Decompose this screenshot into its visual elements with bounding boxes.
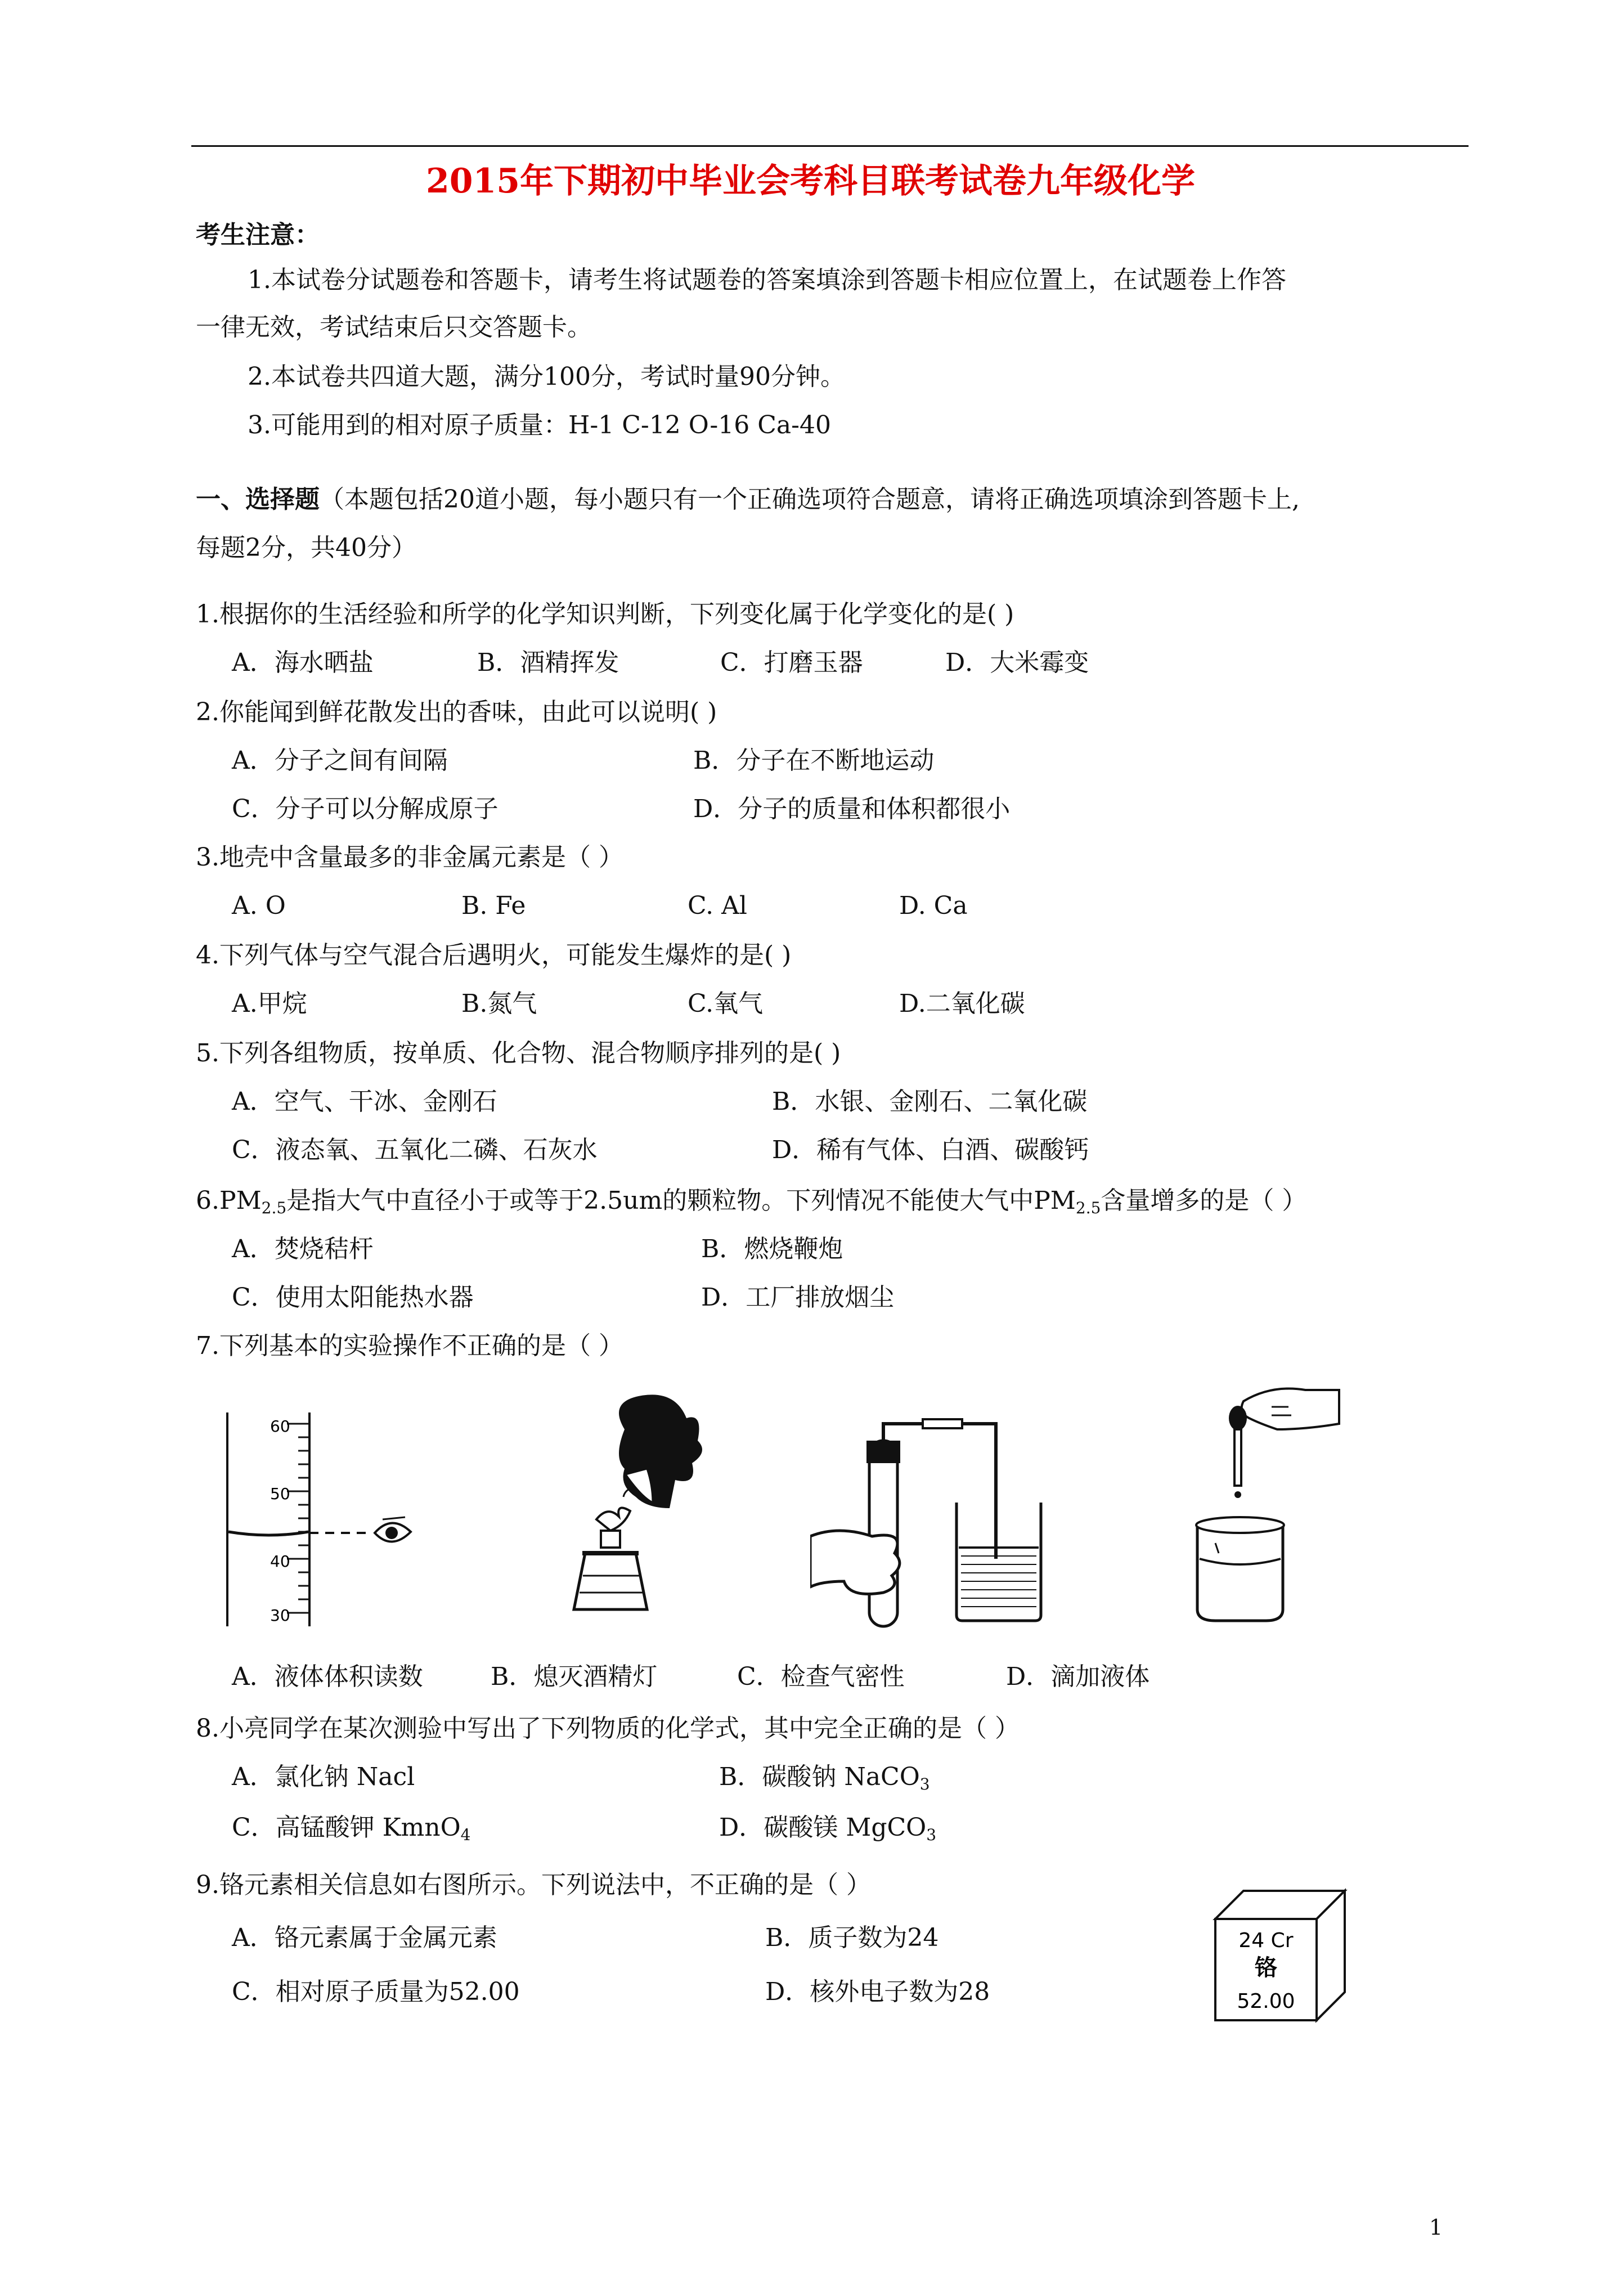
notice-heading: 考生注意： [196,221,320,249]
question-8-stem: 8.小亮同学在某次测验中写出了下列物质的化学式，其中完全正确的是（ ） [196,1714,1020,1743]
q6-subscript-2: 2.5 [1075,1199,1101,1217]
section-1-heading: 一、选择题 [196,485,320,514]
q1-option-c: C．打磨玉器 [720,648,863,677]
top-rule [191,145,1469,147]
q9-option-a: A．铬元素属于金属元素 [232,1923,497,1952]
q2-option-b: B．分子在不断地运动 [693,746,935,775]
q6-subscript-1: 2.5 [261,1199,287,1217]
q5-option-a: A．空气、干冰、金刚石 [232,1087,497,1116]
q9-option-b: B．质子数为24 [765,1923,939,1952]
q1-option-a: A．海水晒盐 [232,648,374,677]
q6-stem-part-1: 6.PM [196,1186,262,1215]
cylinder-tick-label-30: 30 [270,1606,290,1625]
question-1-stem: 1.根据你的生活经验和所学的化学知识判断，下列变化属于化学变化的是( ) [196,600,1014,629]
dropping-liquid-figure [1193,1384,1350,1626]
q5-option-c: C．液态氧、五氧化二磷、石灰水 [232,1136,598,1164]
question-7-stem: 7.下列基本的实验操作不正确的是（ ） [196,1331,623,1360]
q9-option-d: D．核外电子数为28 [765,1977,990,2006]
question-9-stem: 9.铬元素相关信息如右图所示。下列说法中，不正确的是（ ） [196,1871,871,1899]
q8-option-b-subscript: 3 [919,1775,930,1793]
q8-option-c-subscript: 4 [460,1826,471,1844]
q2-option-c: C．分子可以分解成原子 [232,795,499,823]
q6-stem-part-2: 是指大气中直径小于或等于2.5um的颗粒物。下列情况不能使大气中PM [286,1186,1076,1215]
q8-option-a: A．氯化钠 Nacl [232,1763,415,1791]
q8-option-d-text: D．碳酸镁 MgCO [719,1813,927,1842]
cylinder-tick-label-40: 40 [270,1552,290,1571]
cylinder-tick-label-50: 50 [270,1485,290,1503]
blowing-out-alcohol-lamp-figure [563,1390,709,1626]
q8-option-c-text: C．高锰酸钾 KmnO [232,1813,461,1842]
q6-option-d: D．工厂排放烟尘 [701,1283,895,1312]
q3-option-b: B. Fe [461,891,526,920]
page-number: 1 [1429,2215,1443,2240]
q2-option-a: A．分子之间有间隔 [232,746,448,775]
q1-option-b: B．酒精挥发 [477,648,619,677]
q4-option-d: D.二氧化碳 [899,989,1025,1018]
section-1-heading-line [196,483,1300,517]
q4-option-c: C.氧气 [688,989,764,1018]
q3-option-c: C. Al [688,891,747,920]
cylinder-tick-label-60: 60 [270,1417,290,1436]
q7-option-b: B．熄灭酒精灯 [491,1662,658,1691]
exam-title: 2015年下期初中毕业会考科目联考试卷九年级化学 [426,162,1195,201]
graduated-cylinder-figure [214,1401,428,1626]
element-mass: 52.00 [1237,1990,1295,2013]
q5-option-b: B．水银、金刚石、二氧化碳 [772,1087,1088,1116]
q5-option-d: D．稀有气体、白酒、碳酸钙 [772,1136,1089,1164]
q2-option-d: D．分子的质量和体积都很小 [693,795,1011,823]
airtightness-check-figure [810,1418,1092,1632]
question-2-stem: 2.你能闻到鲜花散发出的香味，由此可以说明( ) [196,698,717,727]
q8-option-d [719,1811,936,1852]
chromium-element-tile [1210,1885,1350,2026]
q8-option-d-subscript: 3 [926,1826,937,1844]
notice-line-1a: 1.本试卷分试题卷和答题卡，请考生将试题卷的答案填涂到答题卡相应位置上，在试题卷上作答 [248,266,1286,294]
q3-option-d: D. Ca [899,891,968,920]
section-1-desc-cont: 每题2分，共40分） [196,533,416,562]
q6-option-b: B．燃烧鞭炮 [701,1235,843,1263]
q9-option-c: C．相对原子质量为52.00 [232,1977,520,2006]
section-1-desc: （本题包括20道小题，每小题只有一个正确选项符合题意，请将正确选项填涂到答题卡上, [320,485,1300,514]
question-3-stem: 3.地壳中含量最多的非金属元素是（ ） [196,843,623,872]
question-4-stem: 4.下列气体与空气混合后遇明火，可能发生爆炸的是( ) [196,941,792,970]
notice-line-3: 3.可能用到的相对原子质量：H-1 C-12 O-16 Ca-40 [248,411,831,440]
q6-stem-part-3: 含量增多的是（ ） [1101,1186,1307,1215]
notice-line-1b: 一律无效，考试结束后只交答题卡。 [196,313,592,342]
q4-option-b: B.氮气 [461,989,537,1018]
question-5-stem: 5.下列各组物质，按单质、化合物、混合物顺序排列的是( ) [196,1039,841,1068]
notice-line-2: 2.本试卷共四道大题，满分100分，考试时量90分钟。 [248,362,845,391]
question-6-stem [196,1184,1306,1225]
q7-option-c: C．检查气密性 [737,1662,905,1691]
q6-option-c: C．使用太阳能热水器 [232,1283,474,1312]
q7-option-d: D．滴加液体 [1006,1662,1150,1691]
element-number-symbol: 24 Cr [1238,1929,1294,1952]
q8-option-b [719,1760,930,1801]
q1-option-d: D．大米霉变 [945,648,1089,677]
q4-option-a: A.甲烷 [232,989,307,1018]
q6-option-a: A．焚烧秸杆 [232,1235,374,1263]
q8-option-b-text: B．碳酸钠 NaCO [719,1763,920,1791]
q7-option-a: A．液体体积读数 [232,1662,423,1691]
q3-option-a: A. O [232,891,286,920]
element-name: 铬 [1255,1955,1277,1981]
q8-option-c [232,1811,470,1852]
